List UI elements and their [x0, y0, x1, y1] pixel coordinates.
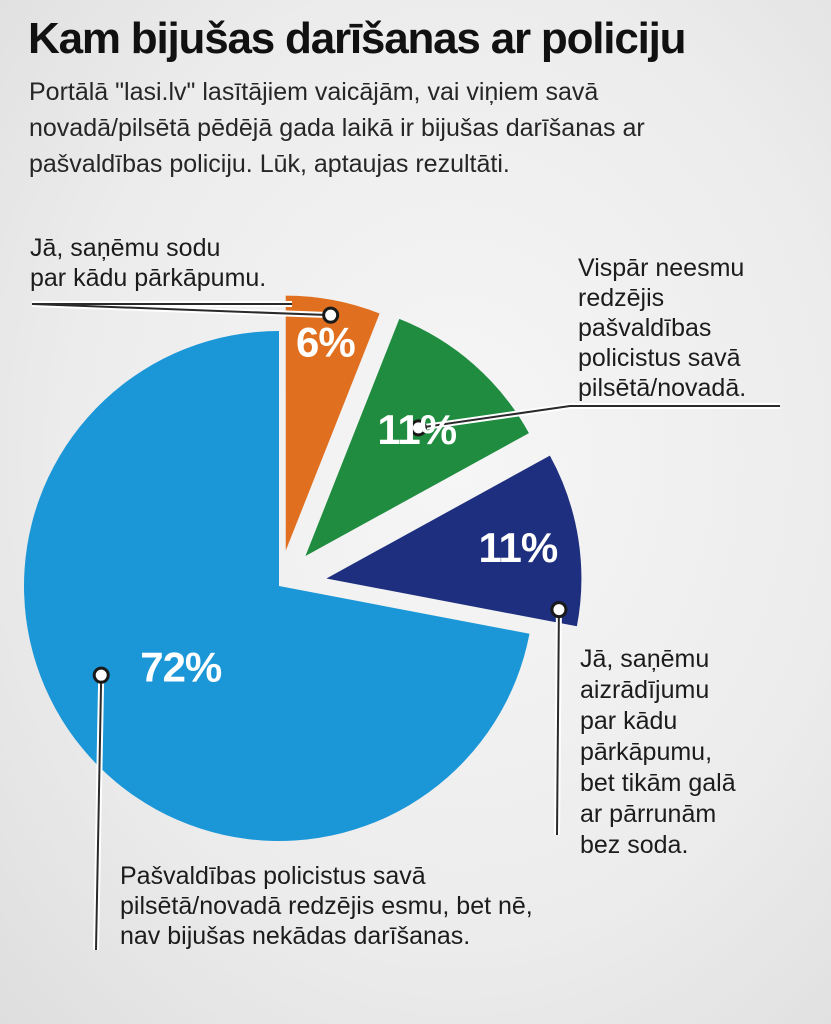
slice-value-label: 11%: [377, 405, 457, 453]
leader-dot: [94, 668, 108, 682]
slice-category-label: Jā, saņēmu aizrādījumu par kādu pārkāpumu, bet tikām galā ar pārrunām bez soda.: [580, 645, 736, 859]
chart-title: Kam bijušas darīšanas ar policiju: [28, 14, 686, 63]
slice-value-label: 72%: [140, 643, 222, 691]
chart-subtitle: Portālā "lasi.lv" lasītājiem vaicājām, vai viņiem savā novadā/pilsētā pēdējā gada laikā ir bijušas darīšanas ar pašvaldības policiju. Lūk, aptaujas rezultāti.: [29, 78, 645, 178]
slice-category-label: Jā, saņēmu sodu par kādu pārkāpumu.: [30, 234, 267, 292]
leader-dot: [552, 603, 566, 617]
slice-category-label: Pašvaldības policistus savā pilsētā/novadā redzējis esmu, bet nē, nav bijušas nekādas darīšanas.: [120, 862, 533, 950]
slice-value-label: 11%: [478, 524, 558, 572]
slice-value-label: 6%: [296, 318, 355, 366]
slice-category-label: Vispār neesmu redzējis pašvaldības policistus savā pilsētā/novadā.: [578, 254, 747, 402]
